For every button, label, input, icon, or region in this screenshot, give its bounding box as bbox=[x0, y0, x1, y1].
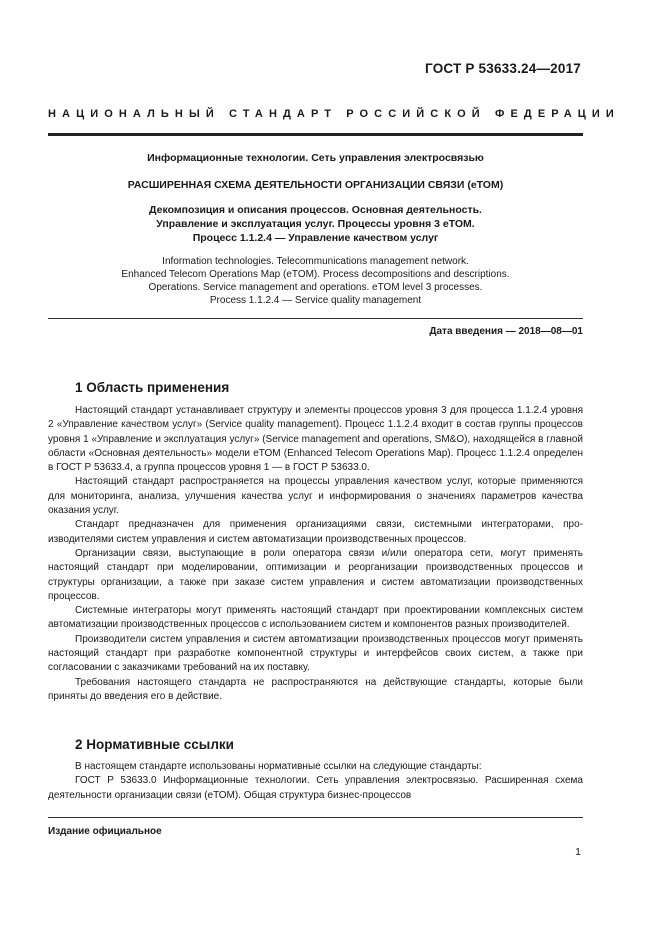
section-heading: 2 Нормативные ссылки bbox=[75, 737, 234, 752]
footer-rule bbox=[48, 817, 583, 818]
paragraph: Стандарт предназначен для применения организациями связи, системными интеграторами, производителями систем управления и систем автоматизации производственных процессов. bbox=[48, 519, 583, 545]
section-1-heading bbox=[75, 380, 229, 395]
subtitle-line: Управление и эксплуатация услуг. Процессы уровня 3 еТОМ. bbox=[156, 218, 475, 230]
page-number: 1 bbox=[575, 846, 581, 858]
paragraph: Настоящий стандарт устанавливает структуру и элементы процессов уровня 3 для процесса 1.1.2.4 уровня 2 «Управление качеством услуг» (Service quality management). Процесс 1.1.2.4 входит в состав группы процессов уровня 1 «Управление и эксплуатация услуг» (Service management and operations, SM&O), находящейся в главной области «Основная деятельность» модели еТОМ (Enhanced Telecom Operations Map). Процесс 1.1.2.4 определен в ГОСТ Р 53633.4, а группа процессов уровня 1 — в ГОСТ Р 53633.0. bbox=[48, 405, 583, 474]
series-title: Информационные технологии. Сеть управления электросвязью bbox=[147, 152, 484, 164]
section-1-body bbox=[48, 404, 583, 704]
national-standard-banner: НАЦИОНАЛЬНЫЙ СТАНДАРТ РОССИЙСКОЙ ФЕДЕРАЦИИ bbox=[48, 108, 620, 120]
english-title-line: Operations. Service management and operations. eTOM level 3 processes. bbox=[148, 282, 483, 293]
subtitle-line: Процесс 1.1.2.4 — Управление качеством услуг bbox=[192, 232, 439, 244]
subtitle-line: Декомпозиция и описания процессов. Основная деятельность. bbox=[149, 204, 482, 216]
main-title: РАСШИРЕННАЯ СХЕМА ДЕЯТЕЛЬНОСТИ ОРГАНИЗАЦИИ СВЯЗИ (еТОМ) bbox=[127, 179, 504, 191]
standard-code: ГОСТ Р 53633.24—2017 bbox=[425, 61, 581, 76]
section-heading: 1 Область применения bbox=[75, 380, 230, 395]
edition-label: Издание официальное bbox=[48, 826, 162, 837]
introduction-date: Дата введения — 2018—08—01 bbox=[429, 326, 583, 337]
paragraph: ГОСТ Р 53633.0 Информационные технологии. Сеть управления электросвязью. Расширенная схема деятельности организации связи (еТОМ). Общая структура бизнес-процессов bbox=[48, 775, 583, 801]
english-title-line: Information technologies. Telecommunications management network. bbox=[162, 256, 469, 267]
title-rule bbox=[48, 318, 583, 319]
header-rule bbox=[48, 133, 583, 136]
paragraph: Требования настоящего стандарта не распространяются на действующие стандарты, которые были приняты до введения его в действие. bbox=[48, 676, 583, 702]
paragraph: Производители систем управления и систем автоматизации производственных процессов могут применять настоящий стандарт при разработке компонентной структуры и интерфейсов своих систем, а также при согласовании с заказчиками требований на их поставку. bbox=[48, 633, 583, 674]
paragraph: Настоящий стандарт распространяется на процессы управления качеством услуг, которые применяются для мониторинга, анализа, улучшения качества услуг и информирования о значениях параметров качества оказания услуг. bbox=[48, 476, 583, 517]
section-2-heading bbox=[75, 737, 234, 752]
paragraph: Системные интеграторы могут применять настоящий стандарт при проектировании комплексных систем автоматизации производственных процессов с использованием систем и компонентов разных производителей. bbox=[48, 605, 583, 631]
paragraph: В настоящем стандарте использованы нормативные ссылки на следующие стандарты: bbox=[75, 761, 482, 772]
english-title-line: Enhanced Telecom Operations Map (eTOM). Process decompositions and descriptions. bbox=[121, 269, 510, 280]
english-title-line: Process 1.1.2.4 — Service quality management bbox=[209, 295, 422, 306]
section-2-body bbox=[48, 760, 583, 803]
english-title-block bbox=[48, 255, 583, 307]
subtitle-block bbox=[48, 203, 583, 245]
paragraph: Организации связи, выступающие в роли оператора связи и/или оператора сети, могут применять настоящий стандарт при моделировании, оптимизации и реорганизации производственных процессов и структуры организации, а также при заказе систем управления и систем автоматизации производственных процессов. bbox=[48, 547, 583, 602]
